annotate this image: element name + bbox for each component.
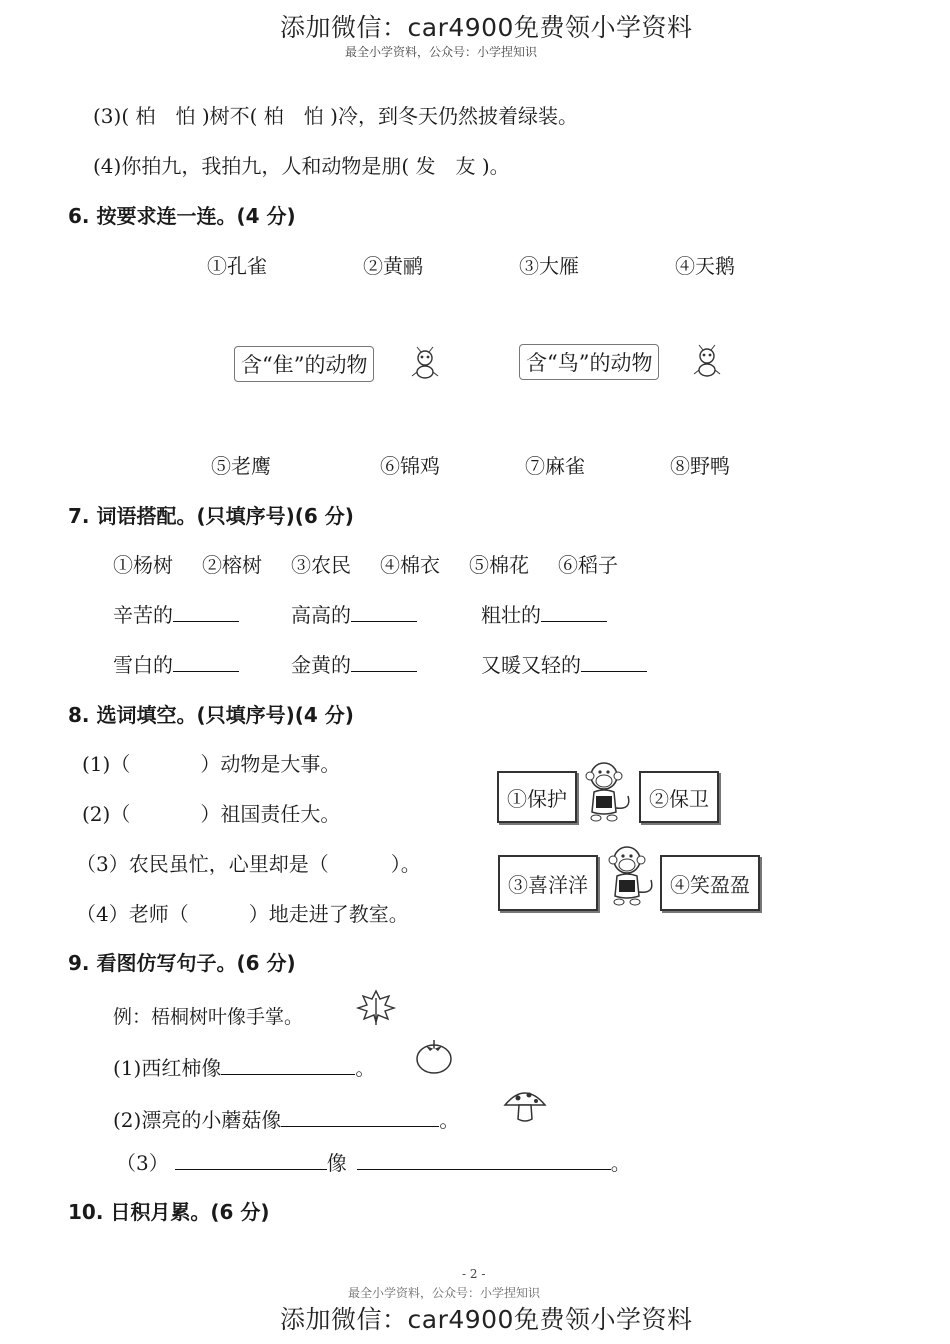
q6-top-item-2[interactable]: ②黄鹂 [363,254,423,278]
answer-blank[interactable] [351,653,417,672]
answer-blank[interactable] [281,1108,439,1127]
q7-option-3: ③农民 [291,553,351,577]
word-box-1[interactable]: ①保护 [497,771,577,823]
ant-icon [692,344,722,380]
q8-item-4: （4）老师（ ）地走进了教室。 [76,902,409,926]
tag-niao-animals[interactable]: 含“鸟”的动物 [519,344,659,380]
q5-item-4: (4)你拍九，我拍九，人和动物是朋( 发 友 )。 [93,154,510,178]
q6-top-item-4[interactable]: ④天鹅 [675,254,735,278]
watermark-top: 添加微信：car4900免费领小学资料 [280,13,693,42]
monkey-icon [580,758,636,828]
q7-row1-item1 [113,599,239,628]
q8-item-2: (2)（ ）祖国责任大。 [82,802,341,826]
answer-blank[interactable] [173,653,239,672]
monkey-icon [603,842,659,914]
q6-bottom-item-7[interactable]: ⑦麻雀 [525,454,585,478]
q9-example: 例：梧桐树叶像手掌。 [113,1006,304,1028]
word-box-3[interactable]: ③喜洋洋 [498,855,598,911]
answer-blank[interactable] [175,1151,327,1170]
answer-blank[interactable] [173,603,239,622]
answer-blank[interactable] [357,1151,611,1170]
q8-item-1: (1)（ ）动物是大事。 [82,752,341,776]
q8-title: 8. 选词填空。(只填序号)(4 分) [68,703,354,727]
answer-blank[interactable] [541,603,607,622]
leaf-icon [356,988,396,1026]
q9-title: 9. 看图仿写句子。(6 分) [68,951,296,975]
q7-row1-item3 [481,599,607,628]
q7-row1-item2 [291,599,417,628]
q7-row2-item1 [113,649,239,678]
q6-bottom-item-6[interactable]: ⑥锦鸡 [380,454,440,478]
answer-blank[interactable] [581,653,647,672]
answer-blank[interactable] [351,603,417,622]
q6-bottom-item-8[interactable]: ⑧野鸭 [670,454,730,478]
q7-option-6: ⑥稻子 [558,553,618,577]
q7-row2-item3 [481,649,647,678]
tomato-icon [414,1037,454,1075]
q7-title: 7. 词语搭配。(只填序号)(6 分) [68,504,354,528]
q10-title: 10. 日积月累。(6 分) [68,1200,270,1224]
q7-option-4: ④棉衣 [380,553,440,577]
q9-item-3: （3） 像 。 [116,1151,631,1175]
q7-label: 辛苦的 [113,603,173,627]
q9-item-2: (2)漂亮的小蘑菇像 。 [113,1108,460,1132]
q7-option-2: ②榕树 [202,553,262,577]
tag-zhui-animals[interactable]: 含“隹”的动物 [234,346,374,382]
q7-label: 高高的 [291,603,351,627]
q7-label: 粗壮的 [481,603,541,627]
q7-label: 金黄的 [291,653,351,677]
q7-row2-item2 [291,649,417,678]
word-box-2[interactable]: ②保卫 [639,771,719,823]
q7-option-1: ①杨树 [113,553,173,577]
mushroom-icon [502,1085,548,1125]
page-number: - 2 - [462,1267,486,1281]
q9-item-1: (1)西红柿像 。 [113,1056,376,1080]
q7-option-5: ⑤棉花 [469,553,529,577]
watermark-bottom: 添加微信：car4900免费领小学资料 [280,1305,693,1334]
q6-title: 6. 按要求连一连。(4 分) [68,204,296,228]
word-box-4[interactable]: ④笑盈盈 [660,855,760,911]
answer-blank[interactable] [221,1056,355,1075]
q7-label: 又暖又轻的 [481,653,581,677]
header-subtitle: 最全小学资料，公众号：小学捏知识 [345,45,538,59]
ant-icon [410,346,440,382]
q6-top-item-1[interactable]: ①孔雀 [207,254,267,278]
footer-subtitle: 最全小学资料，公众号：小学捏知识 [348,1286,541,1300]
q7-label: 雪白的 [113,653,173,677]
q6-bottom-item-5[interactable]: ⑤老鹰 [211,454,271,478]
q5-item-3: (3)( 柏 怕 )树不( 柏 怕 )冷，到冬天仍然披着绿装。 [93,104,578,128]
q8-item-3: （3）农民虽忙，心里却是（ ）。 [76,852,421,876]
q6-top-item-3[interactable]: ③大雁 [519,254,579,278]
